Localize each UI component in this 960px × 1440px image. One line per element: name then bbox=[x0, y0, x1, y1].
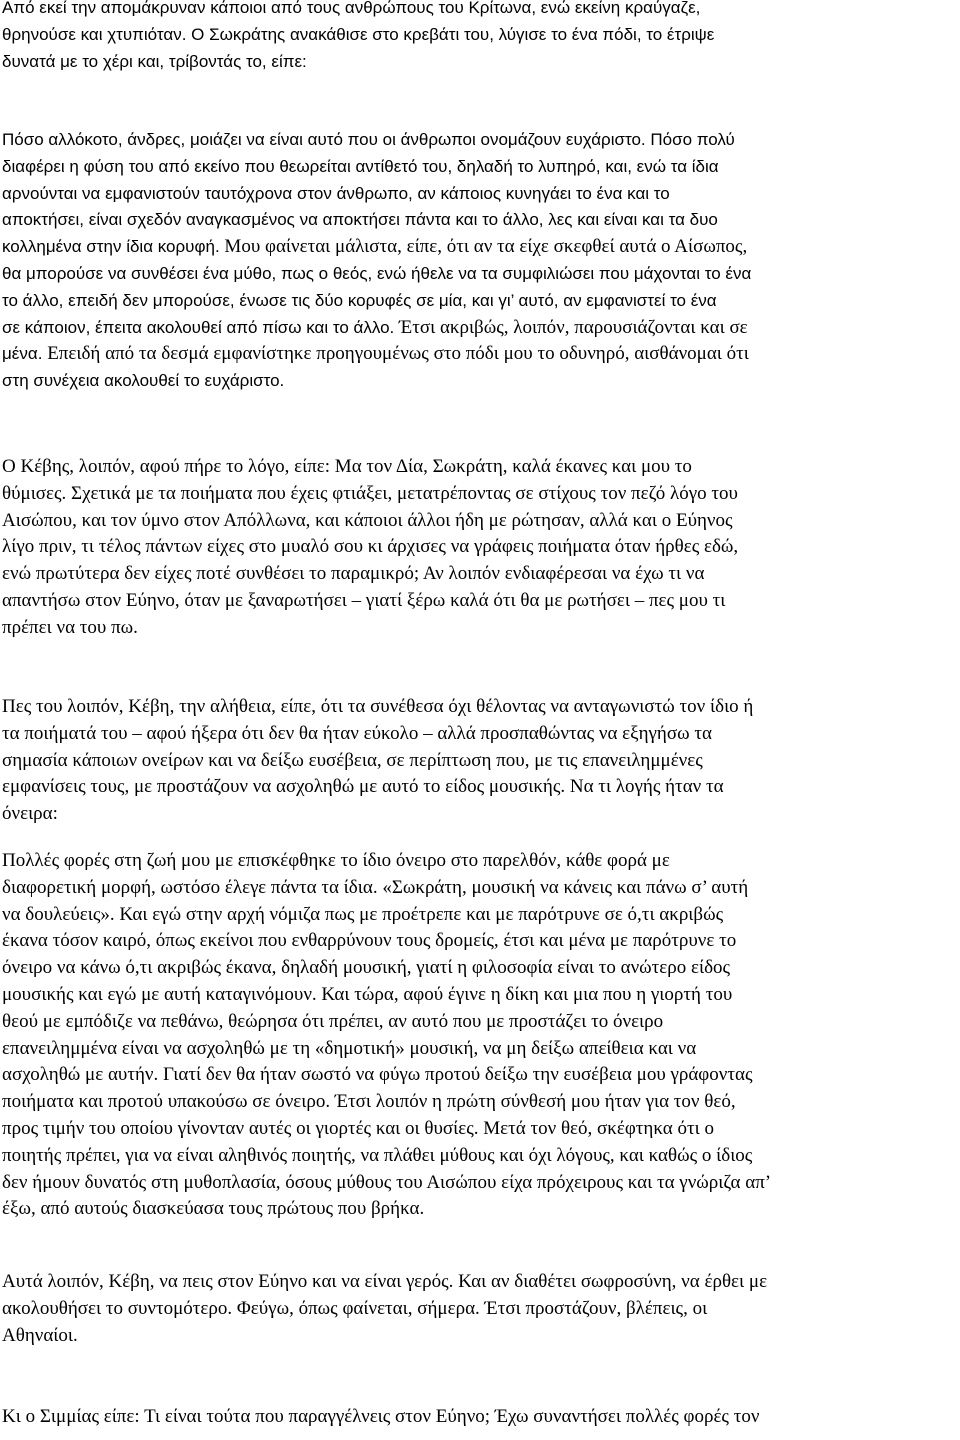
text-line: διαφέρει η φύση του από εκείνο που θεωρείται αντίθετό του, δηλαδή το λυπηρό, και, ενώ τα ίδια bbox=[2, 156, 719, 176]
text-line: δεν ήμουν δυνατός στη μυθοπλασία, όσους μύθους του Αισώπου είχα πρόχειρους και τα γνώριζα απ’ bbox=[2, 1171, 772, 1193]
text-line: θύμισες. Σχετικά με τα ποιήματα που έχεις φτιάξει, μετατρέποντας σε στίχους τον πεζό λόγο του bbox=[2, 482, 738, 504]
text-run: σε κάποιον, έπειτα ακολουθεί από πίσω και το άλλο. bbox=[2, 317, 395, 337]
text-line: ακολουθήσει το συντομότερο. Φεύγω, όπως φαίνεται, σήμερα. Έτσι προστάζουν, βλέπεις, οι bbox=[2, 1297, 708, 1319]
text-line: Πόσο αλλόκοτο, άνδρες, μοιάζει να είναι αυτό που οι άνθρωποι ονομάζουν ευχάριστο. Πόσο πολύ bbox=[2, 130, 735, 149]
text-line: Αθηναίοι. bbox=[2, 1324, 78, 1346]
text-line: σημασία κάποιων ονείρων και να δείξω ευσέβεια, σε περίπτωση που, με τις επανειλημμένες bbox=[2, 749, 703, 771]
text-line: Από εκεί την απομάκρυναν κάποιοι από τους ανθρώπους του Κρίτωνα, ενώ εκείνη κραύγαζε, bbox=[2, 0, 701, 17]
text-line: το άλλο, επειδή δεν μπορούσε, ένωσε τις δύο κορυφές σε μία, και γι’ αυτό, αν εμφανιστεί το ένα bbox=[2, 290, 717, 310]
text-line: τα ποιήματά του – αφού ήξερα ότι δεν θα ήταν εύκολο – αλλά προσπαθώντας να εξηγήσω τα bbox=[2, 722, 712, 744]
text-line: έκανα τόσον καιρό, όπως εκείνοι που ενθαρρύνουν τους δρομείς, έτσι και μένα με παρότρυνε το bbox=[2, 930, 737, 952]
text-line: δυνατά με το χέρι και, τρίβοντάς το, είπε: bbox=[2, 51, 307, 71]
text-line: εμφανίσεις τους, με προστάζουν να ασχοληθώ με αυτό το είδος μουσικής. Να τι λογής ήταν τα bbox=[2, 776, 724, 798]
paragraph-7 bbox=[2, 1404, 759, 1431]
text-line: προς τιμήν του οποίου γίνονταν αυτές οι γιορτές και οι θυσίες. Μετά τον θεό, σκέφτηκα ότι ο bbox=[2, 1117, 714, 1139]
text-line: στη συνέχεια ακολουθεί το ευχάριστο. bbox=[2, 371, 285, 391]
text-line: θα μπορούσε να συνθέσει ένα μύθο, πως ο θεός, ενώ ήθελε να τα συμφιλιώσει που μάχονται το ένα bbox=[2, 263, 752, 283]
text-line: θρηνούσε και χτυπιόταν. Ο Σωκράτης ανακάθισε στο κρεβάτι του, λύγισε το ένα πόδι, το έτριψε bbox=[2, 24, 715, 44]
text-line: όνειρα: bbox=[2, 803, 58, 825]
text-line: αρνούνται να εμφανιστούν ταυτόχρονα στον άνθρωπο, αν κάποιος κυνηγάει το ένα και το bbox=[2, 183, 670, 203]
paragraph-4 bbox=[2, 694, 753, 828]
text-line: ασχοληθώ με αυτήν. Γιατί δεν θα ήταν σωστό να φύγω προτού δείξω την ευσέβεια μου γράφοντας bbox=[2, 1064, 753, 1086]
text-line bbox=[2, 234, 751, 261]
text-line: όνειρο να κάνω ό,τι ακριβώς έκανα, δηλαδή μουσική, γιατί η φιλοσοφία είναι το ανώτερο είδος bbox=[2, 957, 731, 979]
text-line: αποκτήσει, είναι σχεδόν αναγκασμένος να αποκτήσει πάντα και το άλλο, λες και είναι και τα δυο bbox=[2, 210, 718, 230]
text-line: έξω, από αυτούς διασκεύασα τους πρώτους που βρήκα. bbox=[2, 1198, 425, 1220]
text-line: Κι ο Σιμμίας είπε: Τι είναι τούτα που παραγγέλνεις στον Εύηνο; Έχω συναντήσει πολλές φορές τον bbox=[2, 1406, 760, 1427]
text-line bbox=[2, 341, 751, 368]
paragraph-1 bbox=[2, 0, 714, 75]
text-run: Έτσι ακριβώς, λοιπόν, παρουσιάζονται και σε bbox=[394, 316, 748, 338]
text-line: θεού με εμπόδιζε να πεθάνω, θεώρησα ότι πρέπει, αν αυτό που με προστάζει το όνειρο bbox=[2, 1010, 664, 1032]
text-line: Αισώπου, και τον ύμνο στον Απόλλωνα, και κάποιοι άλλοι ήδη με ρώτησαν, αλλά και ο Εύηνος bbox=[2, 509, 733, 531]
text-line: Αυτά λοιπόν, Κέβη, να πεις στον Εύηνο και να είναι γερός. Και αν διαθέτει σωφροσύνη, να έρθει με bbox=[2, 1271, 768, 1292]
text-line: Πες του λοιπόν, Κέβη, την αλήθεια, είπε, ότι τα συνέθεσα όχι θέλοντας να ανταγωνιστώ τον ίδιο ή bbox=[2, 696, 754, 717]
text-line: να δουλεύεις». Και εγώ στην αρχή νόμιζα πως με προέτρεπε και με παρότρυνε σε ό,τι ακριβώς bbox=[2, 903, 724, 925]
text-run: μένα. bbox=[2, 344, 43, 364]
text-line: επανειλημμένα είναι να ασχοληθώ με τη «δημοτική» μουσική, να μη δείξω απείθεια και να bbox=[2, 1037, 697, 1059]
text-line: πρέπει να του πω. bbox=[2, 616, 138, 638]
text-line bbox=[2, 315, 751, 342]
text-run: κολλημένα στην ίδια κορυφή. bbox=[2, 237, 220, 257]
text-line: ποιητής πρέπει, για να είναι αληθινός ποιητής, να πλάθει μύθους και όχι λόγους, και καθώς ο ίδιος bbox=[2, 1144, 753, 1166]
text-line: ποιήματα και προτού υπακούσω σε όνειρο. Έτσι λοιπόν η πρώτη σύνθεσή μου ήταν για τον θεό, bbox=[2, 1091, 736, 1113]
text-line: απαντήσω στον Εύηνο, όταν με ξαναρωτήσει – γιατί ξέρω καλά ότι θα με ρωτήσει – πες μου τι bbox=[2, 589, 726, 611]
paragraph-5 bbox=[2, 848, 771, 1223]
paragraph-6 bbox=[2, 1269, 767, 1349]
text-line: Πολλές φορές στη ζωή μου με επισκέφθηκε το ίδιο όνειρο στο παρελθόν, κάθε φορά με bbox=[2, 850, 670, 871]
text-line: λίγο πριν, τι τέλος πάντων είχες στο μυαλό σου κι άρχισες να γράφεις ποιήματα όταν ήρθες εδώ, bbox=[2, 536, 739, 558]
text-line: ενώ πρωτύτερα δεν είχες ποτέ συνθέσει το παραμικρό; Αν λοιπόν ενδιαφέρεσαι να έχω τι να bbox=[2, 563, 705, 585]
text-line: διαφορετική μορφή, ωστόσο έλεγε πάντα τα ίδια. «Σωκράτη, μουσική να κάνεις και πάνω σ’ αυτή bbox=[2, 876, 749, 898]
paragraph-3 bbox=[2, 454, 738, 642]
text-run: Μου φαίνεται μάλιστα, είπε, ότι αν τα είχε σκεφθεί αυτά ο Αίσωπος, bbox=[219, 236, 748, 258]
text-run: Επειδή από τα δεσμά εμφανίστηκε προηγουμένως στο πόδι μου το οδυνηρό, αισθάνομαι ότι bbox=[42, 343, 749, 365]
paragraph-2 bbox=[2, 127, 751, 395]
text-line: Ο Κέβης, λοιπόν, αφού πήρε το λόγο, είπε: Μα τον Δία, Σωκράτη, καλά έκανες και μου το bbox=[2, 456, 692, 477]
text-line: μουσικής και εγώ με αυτή καταγινόμουν. Και τώρα, αφού έγινε η δίκη και μια που η γιορτή του bbox=[2, 983, 733, 1005]
